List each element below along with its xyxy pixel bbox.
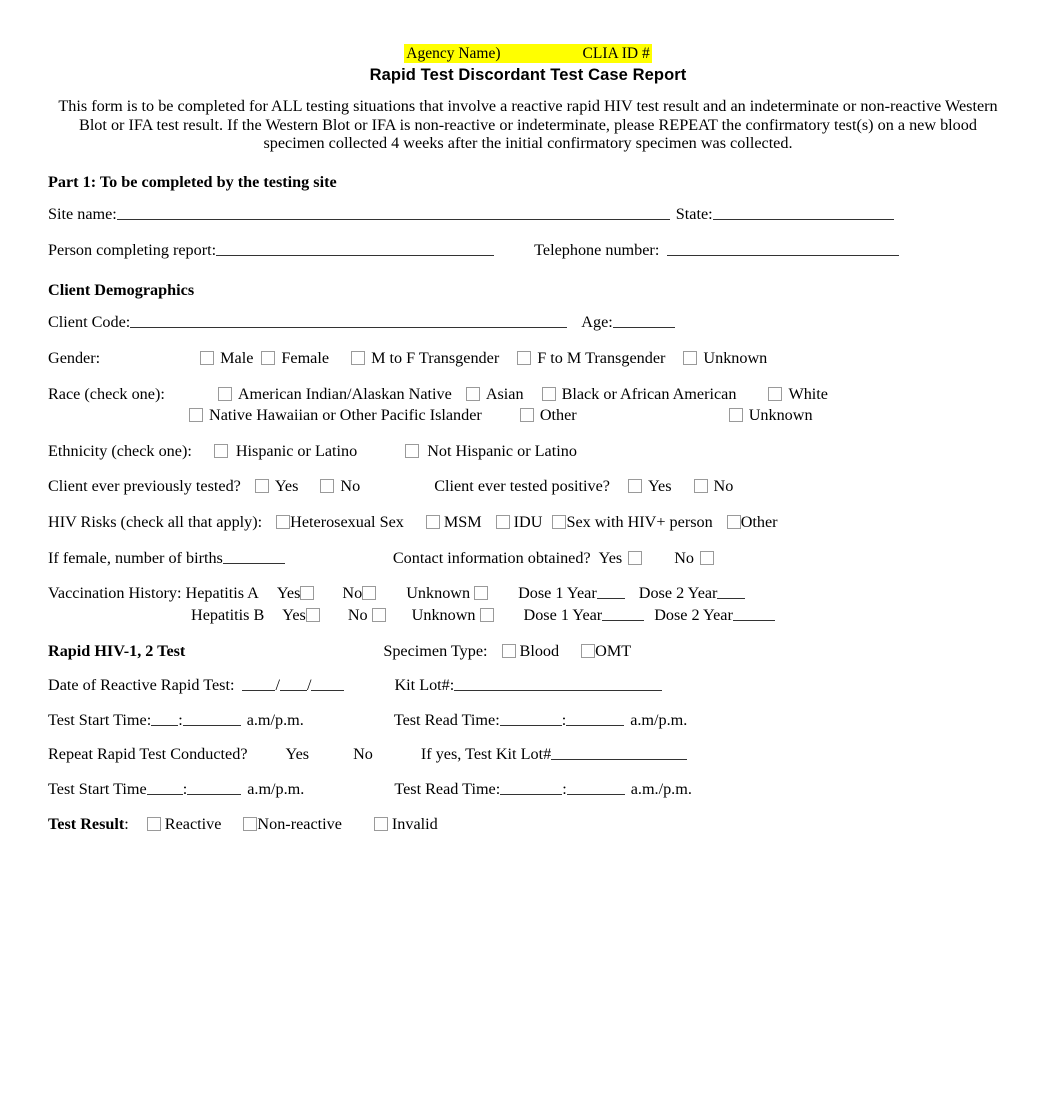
intro-line-1: This form is to be completed for ALL testing situations that involve a reactive rapid HIV test result and an indeterminate or non-reactive Western bbox=[58, 97, 998, 115]
checkbox-race-asian[interactable] bbox=[466, 387, 480, 401]
checkbox-hepb-no[interactable] bbox=[372, 608, 386, 622]
rapid-hiv-heading: Rapid HIV-1, 2 Test bbox=[48, 641, 186, 660]
ethnicity-label: Ethnicity (check one): bbox=[48, 441, 192, 460]
checkbox-result-non-reactive[interactable] bbox=[243, 817, 257, 831]
specimen-type-label: Specimen Type: bbox=[383, 641, 488, 660]
test-start-hour-input-2[interactable] bbox=[147, 780, 183, 795]
gender-option-unknown: Unknown bbox=[703, 348, 768, 367]
hiv-risks-row bbox=[48, 513, 1012, 532]
start-time-sep-2: : bbox=[182, 780, 188, 799]
date-year-input[interactable] bbox=[311, 676, 344, 691]
intro-paragraph bbox=[52, 97, 1004, 153]
gender-option-ftm: F to M Transgender bbox=[537, 348, 666, 367]
race-option-american-indian: American Indian/Alaskan Native bbox=[237, 384, 452, 403]
client-code-label: Client Code: bbox=[48, 313, 131, 332]
read-time-sep-2: : bbox=[562, 780, 567, 799]
checkbox-hepa-yes[interactable] bbox=[300, 586, 314, 600]
checkbox-gender-unknown[interactable] bbox=[683, 351, 697, 365]
hepb-unknown-label: Unknown bbox=[411, 605, 476, 624]
agency-clia-line bbox=[404, 44, 651, 63]
test-time-row-2 bbox=[48, 780, 1012, 799]
test-result-label: Test Result bbox=[48, 814, 125, 833]
kit-lot-input[interactable] bbox=[454, 676, 662, 691]
checkbox-result-invalid[interactable] bbox=[374, 817, 388, 831]
start-ampm-label: a.m/p.m. bbox=[246, 710, 304, 729]
race-option-black: Black or African American bbox=[561, 384, 737, 403]
person-completing-label: Person completing report: bbox=[48, 241, 217, 260]
ethnicity-option-not-hispanic: Not Hispanic or Latino bbox=[427, 441, 577, 460]
demographics-heading-row bbox=[48, 281, 1012, 300]
test-read-minute-input[interactable] bbox=[566, 711, 624, 726]
checkbox-race-unknown[interactable] bbox=[729, 408, 743, 422]
specimen-option-blood: Blood bbox=[519, 641, 560, 660]
hepa-unknown-label: Unknown bbox=[406, 584, 471, 603]
gender-option-female: Female bbox=[281, 348, 330, 367]
checkbox-hepa-unknown[interactable] bbox=[474, 586, 488, 600]
test-start-hour-input[interactable] bbox=[151, 711, 178, 726]
test-result-colon: : bbox=[124, 814, 129, 833]
race-option-unknown: Unknown bbox=[748, 406, 813, 425]
clia-id-text: CLIA ID # bbox=[582, 45, 650, 62]
document-page bbox=[0, 44, 1056, 1100]
agency-name-highlight bbox=[404, 44, 651, 63]
hepa-yes-label: Yes bbox=[276, 584, 301, 603]
checkbox-ethnicity-not-hispanic[interactable] bbox=[405, 444, 419, 458]
repeat-test-label: Repeat Rapid Test Conducted? bbox=[48, 745, 248, 764]
test-read-minute-input-2[interactable] bbox=[567, 780, 625, 795]
checkbox-gender-male[interactable] bbox=[200, 351, 214, 365]
person-completing-input[interactable] bbox=[216, 241, 494, 256]
vaccination-history-label: Vaccination History: Hepatitis A bbox=[48, 584, 259, 603]
checkbox-prev-tested-yes[interactable] bbox=[255, 479, 269, 493]
checkbox-hepb-unknown[interactable] bbox=[480, 608, 494, 622]
race-option-asian: Asian bbox=[485, 384, 524, 403]
telephone-input[interactable] bbox=[667, 241, 899, 256]
hepb-dose1-input[interactable] bbox=[602, 606, 644, 621]
read-time-sep: : bbox=[561, 710, 567, 729]
specimen-option-omt: OMT bbox=[595, 641, 632, 660]
checkbox-tested-positive-no[interactable] bbox=[694, 479, 708, 493]
checkbox-gender-ftm[interactable] bbox=[517, 351, 531, 365]
client-demographics-heading: Client Demographics bbox=[48, 280, 195, 299]
kit-lot-label: Kit Lot#: bbox=[394, 676, 455, 695]
checkbox-hepa-no[interactable] bbox=[362, 586, 376, 600]
hepb-dose1-label: Dose 1 Year bbox=[523, 605, 603, 624]
ethnicity-option-hispanic: Hispanic or Latino bbox=[235, 441, 358, 460]
births-contact-row bbox=[48, 549, 1012, 568]
state-label: State: bbox=[675, 205, 713, 224]
repeat-test-row bbox=[48, 745, 1012, 764]
intro-line-3: specimen collected 4 weeks after the initial confirmatory specimen was collected. bbox=[263, 134, 793, 153]
hiv-risk-option-other: Other bbox=[740, 513, 778, 532]
checkbox-result-reactive[interactable] bbox=[147, 817, 161, 831]
result-option-non-reactive: Non-reactive bbox=[257, 814, 342, 833]
vaccination-hepatitis-b-row bbox=[48, 606, 1012, 625]
checkbox-race-american-indian[interactable] bbox=[218, 387, 232, 401]
race-label: Race (check one): bbox=[48, 384, 165, 403]
checkbox-race-other[interactable] bbox=[520, 408, 534, 422]
gender-label: Gender: bbox=[48, 348, 101, 367]
race-option-white: White bbox=[788, 384, 828, 403]
age-input[interactable] bbox=[613, 313, 675, 328]
checkbox-risk-heterosexual[interactable] bbox=[276, 515, 290, 529]
tested-positive-label: Client ever tested positive? bbox=[434, 477, 610, 496]
checkbox-risk-msm[interactable] bbox=[426, 515, 440, 529]
start-time-sep: : bbox=[178, 710, 183, 729]
test-start-minute-input-2[interactable] bbox=[187, 780, 241, 795]
page-title: Rapid Test Discordant Test Case Report bbox=[369, 66, 687, 84]
state-input[interactable] bbox=[713, 205, 894, 220]
test-read-time-label: Test Read Time: bbox=[393, 710, 500, 729]
date-sep-2: / bbox=[306, 676, 312, 695]
hepb-yes-label: Yes bbox=[282, 605, 306, 624]
hiv-risk-option-msm: MSM bbox=[443, 513, 482, 532]
race-option-other: Other bbox=[539, 406, 577, 425]
client-code-row bbox=[48, 313, 1012, 332]
checkbox-risk-sex-with-hiv[interactable] bbox=[552, 515, 566, 529]
hepb-no-label: No bbox=[347, 605, 368, 624]
vaccination-hepatitis-a-row bbox=[48, 584, 1012, 603]
gender-option-mtf: M to F Transgender bbox=[371, 348, 500, 367]
date-month-input[interactable] bbox=[242, 676, 275, 691]
hiv-risks-label: HIV Risks (check all that apply): bbox=[48, 513, 263, 532]
test-result-row bbox=[48, 815, 1012, 834]
tested-positive-no-label: No bbox=[713, 477, 734, 496]
hepa-dose1-input[interactable] bbox=[597, 584, 625, 599]
race-option-native-hawaiian: Native Hawaiian or Other Pacific Islander bbox=[209, 406, 482, 425]
telephone-label: Telephone number: bbox=[534, 241, 660, 260]
checkbox-contact-no[interactable] bbox=[700, 551, 714, 565]
hepb-dose2-input[interactable] bbox=[733, 606, 775, 621]
checkbox-specimen-blood[interactable] bbox=[502, 644, 516, 658]
person-report-row bbox=[48, 241, 1012, 260]
checkbox-specimen-omt[interactable] bbox=[581, 644, 595, 658]
date-reactive-row bbox=[48, 676, 1012, 695]
test-read-time-label-2: Test Read Time: bbox=[394, 780, 501, 799]
prev-tested-yes-label: Yes bbox=[274, 477, 299, 496]
checkbox-ethnicity-hispanic[interactable] bbox=[214, 444, 228, 458]
date-day-input[interactable] bbox=[280, 676, 307, 691]
age-label: Age: bbox=[581, 313, 613, 332]
repeat-no-label[interactable]: No bbox=[353, 745, 373, 764]
form-body bbox=[0, 173, 1056, 834]
births-label: If female, number of births bbox=[48, 548, 223, 567]
checkbox-race-black[interactable] bbox=[542, 387, 556, 401]
checkbox-tested-positive-yes[interactable] bbox=[628, 479, 642, 493]
race-row-2 bbox=[48, 406, 1012, 425]
hepa-no-label: No bbox=[342, 584, 363, 603]
start-ampm-label-2: a.m/p.m. bbox=[247, 780, 305, 799]
hiv-risk-option-idu: IDU bbox=[513, 513, 543, 532]
test-time-row-1 bbox=[48, 711, 1012, 730]
contact-yes-label: Yes bbox=[598, 548, 623, 567]
hepa-dose2-label: Dose 2 Year bbox=[638, 584, 718, 603]
read-ampm-label: a.m/p.m. bbox=[630, 710, 688, 729]
previously-tested-row bbox=[48, 477, 1012, 496]
result-option-invalid: Invalid bbox=[391, 814, 438, 833]
checkbox-race-native-hawaiian[interactable] bbox=[189, 408, 203, 422]
repeat-kit-lot-input[interactable] bbox=[551, 745, 687, 760]
checkbox-contact-yes[interactable] bbox=[628, 551, 642, 565]
agency-name-text: Agency Name) bbox=[406, 45, 501, 62]
checkbox-gender-mtf[interactable] bbox=[351, 351, 365, 365]
births-input[interactable] bbox=[223, 549, 285, 564]
hepa-dose2-input[interactable] bbox=[717, 584, 745, 599]
checkbox-risk-other[interactable] bbox=[727, 515, 741, 529]
tested-positive-yes-label: Yes bbox=[647, 477, 672, 496]
if-yes-kit-lot-label: If yes, Test Kit Lot# bbox=[420, 745, 552, 764]
previously-tested-label: Client ever previously tested? bbox=[48, 477, 241, 496]
contact-no-label: No bbox=[674, 548, 695, 567]
checkbox-prev-tested-no[interactable] bbox=[320, 479, 334, 493]
rapid-hiv-heading-row bbox=[48, 642, 1012, 661]
test-read-hour-input[interactable] bbox=[500, 711, 562, 726]
repeat-yes-label[interactable]: Yes bbox=[285, 745, 310, 764]
test-read-hour-input-2[interactable] bbox=[500, 780, 562, 795]
hiv-risk-option-heterosexual: Heterosexual Sex bbox=[290, 513, 404, 532]
hiv-risk-option-sex-with-hiv: Sex with HIV+ person bbox=[566, 513, 713, 532]
test-start-minute-input[interactable] bbox=[183, 711, 241, 726]
site-name-label: Site name: bbox=[48, 205, 117, 224]
result-option-reactive: Reactive bbox=[164, 814, 222, 833]
test-start-time-label: Test Start Time: bbox=[48, 710, 152, 729]
hepb-label: Hepatitis B bbox=[191, 605, 265, 624]
ethnicity-row bbox=[48, 442, 1012, 461]
site-name-input[interactable] bbox=[117, 205, 670, 220]
date-sep-1: / bbox=[275, 676, 280, 695]
contact-info-label: Contact information obtained? bbox=[392, 548, 591, 567]
checkbox-hepb-yes[interactable] bbox=[306, 608, 320, 622]
checkbox-gender-female[interactable] bbox=[261, 351, 275, 365]
hepa-dose1-label: Dose 1 Year bbox=[518, 584, 597, 603]
read-ampm-label-2: a.m./p.m. bbox=[630, 780, 692, 799]
prev-tested-no-label: No bbox=[340, 477, 361, 496]
intro-line-2: Blot or IFA test result. If the Western Blot or IFA is non-reactive or indeterminate, please REPEAT the confirmatory test(s) on a new blood bbox=[79, 115, 977, 134]
checkbox-risk-idu[interactable] bbox=[496, 515, 510, 529]
hepb-dose2-label: Dose 2 Year bbox=[654, 605, 733, 624]
date-reactive-label: Date of Reactive Rapid Test: bbox=[48, 676, 235, 695]
part1-heading: Part 1: To be completed by the testing site bbox=[48, 172, 337, 191]
document-header bbox=[0, 44, 1056, 85]
gender-option-male: Male bbox=[220, 348, 254, 367]
part1-heading-row bbox=[48, 173, 1012, 192]
checkbox-race-white[interactable] bbox=[768, 387, 782, 401]
site-name-row bbox=[48, 205, 1012, 224]
gender-row bbox=[48, 349, 1012, 368]
test-start-time-label-2: Test Start Time bbox=[48, 780, 147, 799]
client-code-input[interactable] bbox=[130, 313, 567, 328]
race-row-1 bbox=[48, 385, 1012, 404]
